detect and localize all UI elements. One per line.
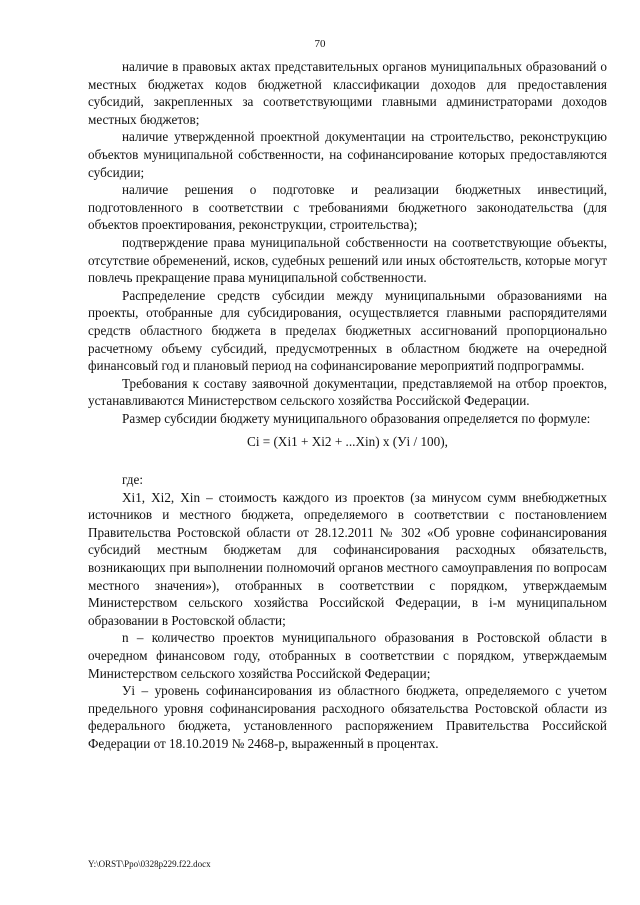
file-path-footer: Y:\ORST\Ppo\0328p229.f22.docx — [88, 859, 211, 869]
paragraph: наличие утвержденной проектной документации на строительство, реконструкцию объектов муниципальной собственности, на софинансирование которых предоставляются субсидии; — [88, 129, 607, 180]
where-label: где: — [122, 472, 143, 488]
paragraph: Распределение средств субсидии между муниципальными образованиями на проекты, отобранные для субсидирования, осуществляется главными распорядителями средств областного бюджета в пределах бюджетных ассигнований пропорционально расчетному объему субсидий, предусмотренных в областном бюджете на очередной финансовый год и плановый период на софинансирование мероприятий подпрограммы. — [88, 287, 607, 374]
page-number: 70 — [314, 38, 326, 50]
document-body — [88, 58, 607, 753]
paragraph: Требования к составу заявочной документации, представляемой на отбор проектов, устанавливаются Министерством сельского хозяйства Российской Федерации. — [88, 375, 607, 409]
paragraph: n – количество проектов муниципального образования в Ростовской области в очередном финансовом году, отобранных в соответствии с порядком, утверждаемым Министерством сельского хозяйства Российской Федерации; — [88, 630, 607, 681]
formula: Ci = (Xi1 + Xi2 + ...Xin) x (Уi / 100), — [247, 434, 448, 450]
paragraph: Размер субсидии бюджету муниципального образования определяется по формуле: — [122, 410, 591, 426]
paragraph: Уi – уровень софинансирования из областного бюджета, определяемого с учетом предельного уровня софинансирования расходного обязательства Ростовской области из федерального бюджета, установленного распоряжением Правительства Российской Федерации от 18.10.2019 № 2468-р, выраженный в процентах. — [88, 683, 607, 751]
paragraph: Xi1, Xi2, Xin – стоимость каждого из проектов (за минусом сумм внебюджетных источников и местного бюджета, определяемого в соответствии с постановлением Правительства Ростовской области от 28.12.2011 № 302 «Об уровне софинансирования субсидий местным бюджетам для софинансирования расходных обязательств, возникающих при выполнении полномочий органов местного самоуправления по вопросам местного значения»), отобранных в соответствии с порядком, утверждаемым Министерством сельского хозяйства Российской Федерации, в i-м муниципальном образовании в Ростовской области; — [88, 489, 607, 628]
paragraph: наличие решения о подготовке и реализации бюджетных инвестиций, подготовленного в соответствии с требованиями бюджетного законодательства (для объектов проектирования, реконструкции, строительства); — [88, 182, 607, 233]
paragraph: наличие в правовых актах представительных органов муниципальных образований о местных бюджетах кодов бюджетной классификации доходов для предоставления субсидий, закрепленных за соответствующими главными администраторами доходов местных бюджетов; — [88, 59, 607, 127]
paragraph: подтверждение права муниципальной собственности на соответствующие объекты, отсутствие обременений, исков, судебных решений или иных обстоятельств, которые могут повлечь прекращение права муниципальной собственности. — [88, 234, 607, 286]
